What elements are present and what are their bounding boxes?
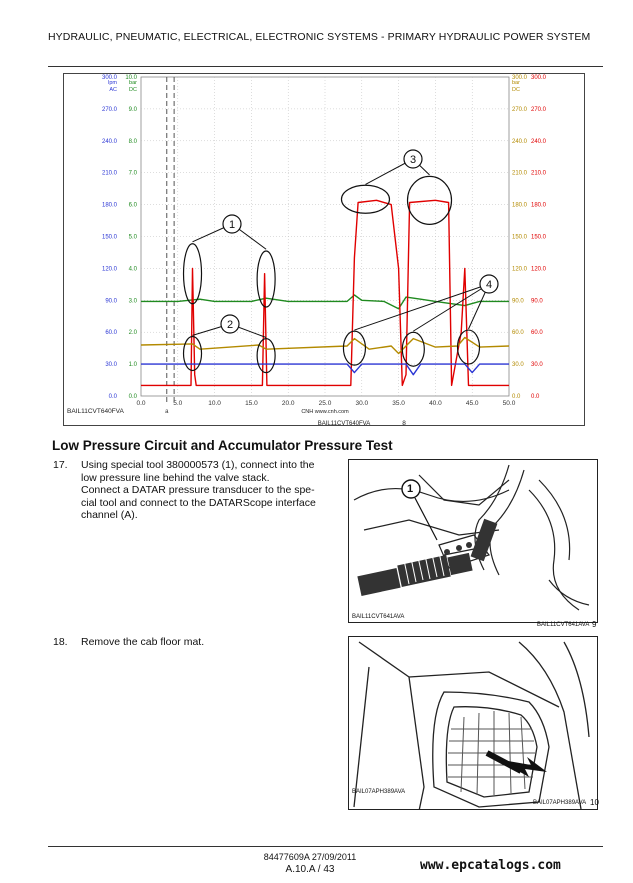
y-tick-right-dc: 210.0 (512, 170, 528, 177)
x-tick-label: 15.0 (245, 400, 258, 407)
y-tick-left-dc: 0.0 (128, 394, 137, 400)
y-tick-right-ac: 120.0 (531, 266, 547, 273)
y-tick-right-ac: 180.0 (531, 202, 547, 209)
y-tick-right-dc: 0.0 (512, 394, 521, 400)
x-tick-label: 30.0 (355, 400, 369, 407)
y-tick-left-ac: 30.0 (105, 362, 117, 369)
y-tick-left-ac: 240.0 (101, 138, 117, 145)
y-tick-left-ac: 270.0 (101, 106, 117, 113)
header-divider (48, 66, 603, 67)
pressure-chart (63, 73, 585, 426)
chart-ref-left: BAIL11CVT640FVA (67, 408, 124, 415)
y-tick-right-ac: 210.0 (531, 170, 547, 177)
footer-divider (48, 846, 603, 847)
callout-number: 2 (226, 319, 234, 331)
y-tick-right-ac: 90.0 (531, 298, 543, 305)
y-sub-right-dc: DC (512, 87, 520, 93)
y-unit-right-dc: bar (512, 80, 520, 86)
series-line (141, 338, 509, 354)
y-tick-right-dc: 90.0 (512, 298, 524, 305)
y-tick-left-ac: 180.0 (101, 202, 117, 209)
step-17 (53, 459, 333, 529)
y-sub-left-ac: AC (109, 87, 117, 93)
step-body (81, 459, 331, 522)
footer-page-number: A.10.A / 43 (285, 864, 335, 875)
figure-9-callout: 1 (407, 483, 414, 495)
step-body (81, 636, 331, 649)
valve-stack-photo (349, 460, 598, 623)
y-tick-left-dc: 8.0 (128, 138, 137, 145)
figure-10-ref-under: BAIL07APH389AVA (533, 800, 587, 806)
step-18 (53, 636, 333, 652)
y-tick-left-dc: 5.0 (128, 234, 137, 241)
x-tick-label: 0.0 (136, 400, 146, 407)
y-tick-right-dc: 60.0 (512, 330, 524, 337)
y-tick-right-dc: 120.0 (512, 266, 528, 273)
y-tick-right-dc: 30.0 (512, 362, 524, 369)
x-tick-label: 50.0 (502, 400, 516, 407)
figure-10-photo (348, 636, 598, 810)
y-sub-left-dc: DC (129, 87, 137, 93)
figure-9-ref-under: BAIL11CVT641AVA (537, 622, 590, 628)
y-tick-left-ac: 300.0 (101, 75, 117, 81)
y-tick-right-ac: 270.0 (531, 106, 547, 113)
x-tick-label: 45.0 (465, 400, 479, 407)
chart-brand: CNH www.cnh.com (301, 409, 349, 415)
series-line (141, 200, 509, 385)
y-tick-left-ac: 90.0 (105, 298, 117, 305)
callout-ellipse (184, 336, 202, 370)
y-tick-right-ac: 0.0 (531, 394, 540, 400)
y-tick-left-dc: 2.0 (128, 330, 137, 337)
step-line: Remove the cab floor mat. (81, 636, 205, 648)
y-tick-right-ac: 60.0 (531, 330, 543, 337)
y-tick-left-ac: 120.0 (101, 266, 117, 273)
y-tick-left-dc: 6.0 (128, 202, 137, 209)
y-tick-right-ac: 240.0 (531, 138, 547, 145)
step-line: Connect a DATAR pressure transducer to the spe- (81, 484, 315, 496)
y-tick-left-dc: 1.0 (128, 362, 137, 369)
y-tick-right-ac: 30.0 (531, 362, 543, 369)
x-tick-label: 40.0 (429, 400, 442, 407)
callout-ellipse (343, 331, 365, 365)
step-line-text: Using special tool 380000573 (1), connect into the (81, 459, 315, 471)
chart-ref-under: BAIL11CVT640FVA (317, 421, 371, 427)
step-number: 17. (53, 459, 68, 471)
callout-ellipse (402, 332, 424, 366)
cursor-label: a (165, 409, 169, 415)
y-tick-right-dc: 240.0 (512, 138, 528, 145)
x-tick-label: 5.0 (173, 400, 183, 407)
y-tick-right-dc: 150.0 (512, 234, 528, 241)
y-tick-left-dc: 7.0 (128, 170, 137, 177)
figure-9-number: 9 (592, 620, 597, 629)
page-header-title: HYDRAULIC, PNEUMATIC, ELECTRICAL, ELECTRONIC SYSTEMS - PRIMARY HYDRAULIC POWER SYSTEM (48, 31, 591, 43)
callout-number: 1 (228, 219, 236, 231)
footer-doc-number: 84477609A 27/09/2011 (263, 852, 357, 862)
y-tick-right-dc: 300.0 (512, 75, 528, 81)
figure-9-photo (348, 459, 598, 623)
y-tick-right-ac: 150.0 (531, 234, 547, 241)
callout-leader (354, 284, 489, 330)
step-line: cial tool and connect to the DATARScope interface (81, 496, 316, 509)
cab-floor-mat-photo (349, 637, 598, 810)
step-number: 18. (53, 636, 68, 648)
figure-10-number: 10 (590, 798, 599, 807)
y-tick-right-dc: 180.0 (512, 202, 528, 209)
y-tick-right-ac: 300.0 (531, 75, 547, 81)
y-tick-left-dc: 3.0 (128, 298, 137, 305)
step-line (81, 459, 331, 472)
y-tick-left-dc: 4.0 (128, 266, 137, 273)
y-tick-left-dc: 9.0 (128, 106, 137, 113)
y-tick-right-dc: 270.0 (512, 106, 528, 113)
callout-number: 3 (409, 154, 417, 166)
figure-10-ref: BAIL07APH389AVA (352, 789, 406, 795)
callout-ellipse (458, 330, 480, 364)
y-tick-left-ac: 60.0 (105, 330, 117, 337)
callout-number: 4 (485, 279, 493, 291)
chart-figure-number: 8 (402, 420, 406, 427)
x-tick-label: 10.0 (208, 400, 221, 407)
y-tick-left-dc: 10.0 (125, 75, 137, 81)
figure-9-ref: BAIL11CVT641AVA (352, 614, 405, 620)
y-unit-left-dc: bar (129, 80, 137, 86)
y-unit-left-ac: lpm (108, 80, 117, 86)
x-tick-label: 25.0 (318, 400, 332, 407)
callout-ellipse (341, 185, 389, 213)
x-tick-label: 20.0 (281, 400, 295, 407)
y-tick-left-ac: 150.0 (101, 234, 117, 241)
y-tick-left-ac: 210.0 (101, 170, 117, 177)
x-tick-label: 35.0 (392, 400, 405, 407)
step-line: low pressure line behind the valve stack. (81, 471, 270, 484)
step-line: channel (A). (81, 509, 138, 521)
chart-svg (64, 74, 586, 427)
section-heading: Low Pressure Circuit and Accumulator Pressure Test (52, 438, 393, 453)
watermark: www.epcatalogs.com (420, 858, 561, 873)
y-tick-left-ac: 0.0 (108, 394, 117, 400)
